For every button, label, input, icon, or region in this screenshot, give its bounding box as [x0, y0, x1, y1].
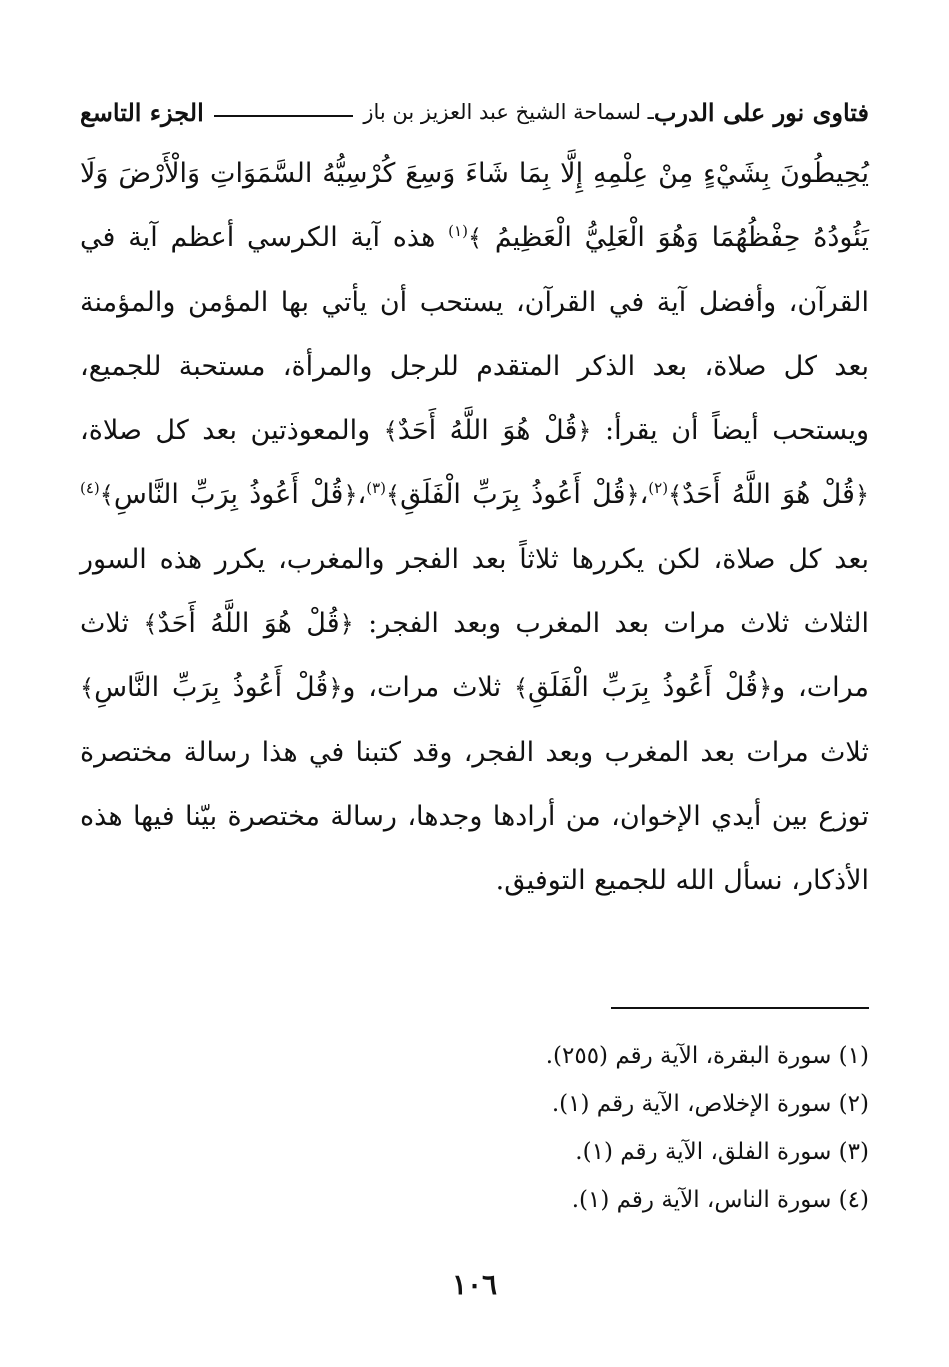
paragraph-text: ثلاث مرات بعد المغرب وبعد الفجر، وقد كتبنا في هذا رسالة مختصرة توزع بين أيدي الإخوان، من أرادها وجدها، رسالة مختصرة بيّنا فيها هذه الأذكار، نسأل الله للجميع التوفيق. [80, 736, 869, 897]
quran-verse-falaq: قُلْ أَعُوذُ بِرَبِّ الْفَلَقِ [528, 672, 759, 704]
verse-close-ornament: ﴾ [99, 481, 114, 510]
volume-label: الجزء التاسع [80, 97, 204, 127]
author-credit: ـ لسماحة الشيخ عبد العزيز بن باز [363, 100, 654, 124]
paragraph-text: ثلاث مرات، و [80, 608, 869, 704]
verse-close-ornament: ﴾ [383, 417, 398, 446]
paragraph-text: هذه آية الكرسي أعظم آية في القرآن، وأفضل آية في القرآن، يستحب أن يأتي بها المؤمن والمؤمنة بعد كل صلاة، بعد الذكر المتقدم للرجل والمرأة، مستحبة للجميع، ويستحب أيضاً أن يقرأ: [80, 222, 870, 447]
quran-verse-ikhlas: قُلْ هُوَ اللَّهُ أَحَدٌ [397, 415, 578, 447]
quran-verse-nas: قُلْ أَعُوذُ بِرَبِّ النَّاسِ [113, 479, 344, 511]
paragraph-text: بعد كل صلاة، لكن يكررها ثلاثاً بعد الفجر والمغرب، يكرر هذه السور الثلاث ثلاث مرات بعد المغرب وبعد الفجر: [80, 543, 869, 640]
verse-open-ornament: ﴿ [854, 481, 870, 510]
footnote-1: (١) سورة البقرة، الآية رقم (٢٥٥). [545, 1043, 869, 1069]
verse-close-ornament: ﴾ [80, 674, 95, 703]
paragraph-text: ثلاث مرات، و [342, 672, 502, 704]
footnote-separator [611, 1007, 869, 1009]
footnotes [80, 1032, 869, 1224]
book-title: فتاوى نور على الدرب [653, 97, 869, 127]
header-rule [214, 115, 354, 117]
main-text [80, 142, 869, 914]
verse-close-ornament: ﴾ [467, 224, 482, 253]
quran-verse-falaq: قُلْ أَعُوذُ بِرَبِّ الْفَلَقِ [400, 479, 626, 511]
quran-verse-nas: قُلْ أَعُوذُ بِرَبِّ النَّاسِ [94, 672, 329, 704]
footnote-ref: (٣) [366, 479, 387, 498]
running-header [80, 92, 869, 132]
page-number: ١٠٦ [451, 1268, 498, 1301]
footnote-ref: (١) [448, 222, 468, 241]
paragraph-text: والمعوذتين بعد كل صلاة، [80, 415, 371, 447]
footnote-2: (٢) سورة الإخلاص، الآية رقم (١). [551, 1091, 869, 1117]
verse-open-ornament: ﴿ [339, 610, 354, 639]
quran-verse-ikhlas: قُلْ هُوَ اللَّهُ أَحَدٌ [157, 608, 340, 640]
verse-open-ornament: ﴿ [758, 674, 773, 703]
separator: ، [357, 479, 367, 511]
verse-close-ornament: ﴾ [668, 481, 683, 510]
quran-verse-kursi: يُحِيطُونَ بِشَيْءٍ مِنْ عِلْمِهِ إِلَّا بِمَا شَاءَ وَسِعَ كُرْسِيُّهُ السَّمَوَاتِ وَالْأَرْضَ وَلَا يَئُودُهُ حِفْظُهُمَا وَهُوَ الْعَلِيُّ الْعَظِيمُ [80, 158, 870, 254]
verse-open-ornament: ﴿ [328, 674, 343, 703]
footnote-ref: (٢) [648, 479, 669, 498]
verse-open-ornament: ﴿ [343, 481, 358, 510]
quran-verse-ikhlas: قُلْ هُوَ اللَّهُ أَحَدٌ [682, 479, 855, 511]
verse-open-ornament: ﴿ [625, 481, 640, 510]
footnote-4: (٤) سورة الناس، الآية رقم (١). [571, 1187, 869, 1213]
verse-close-ornament: ﴾ [513, 674, 529, 703]
verse-close-ornament: ﴾ [143, 610, 158, 639]
verse-close-ornament: ﴾ [386, 481, 401, 510]
footnote-3: (٣) سورة الفلق، الآية رقم (١). [575, 1139, 869, 1165]
separator: ، [639, 479, 649, 511]
verse-open-ornament: ﴿ [577, 417, 592, 446]
footnote-ref: (٤) [80, 479, 100, 498]
